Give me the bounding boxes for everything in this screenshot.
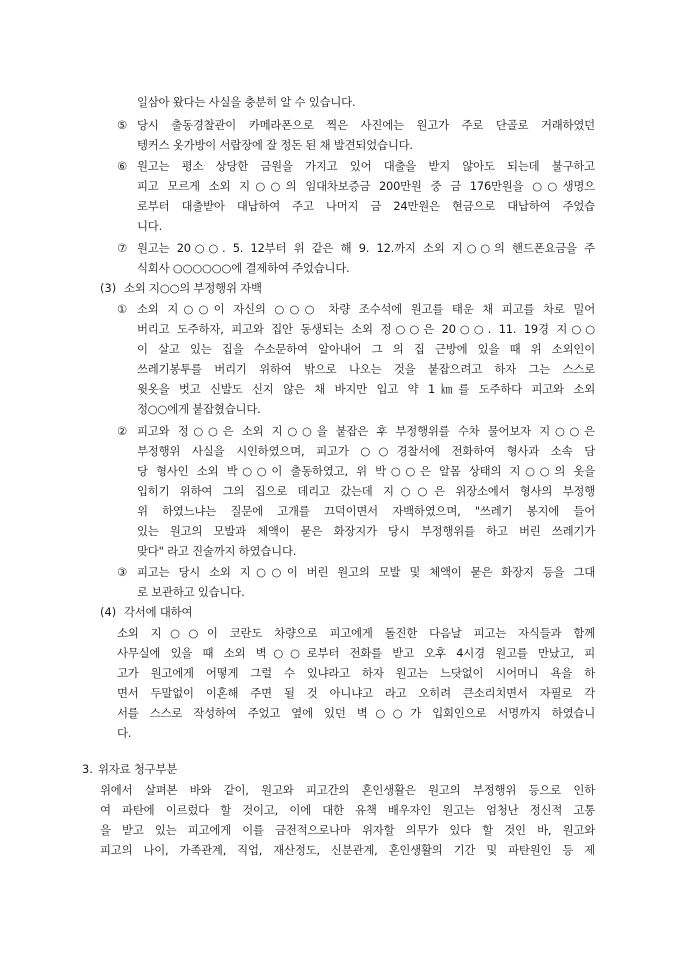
paragraph-line: 면서 두말없이 이혼해 주면 될 것 아니냐고 라고 오히려 큰소리치면서 자필로 각 [117,686,595,700]
list-marker: ② [117,424,128,438]
paragraph-line: 당시 출동경찰관이 카메라폰으로 찍은 사진에는 원고가 주로 단골로 거래하였던 [137,118,595,132]
paragraph-line: 을 받고 있는 피고에게 이를 금전적으로나마 위자할 의무가 있다 할 것인 바, 원고와 [100,823,595,837]
paragraph-line: 로부터 대출받아 대납하여 주고 나머지 금 24만원은 현금으로 대납하여 주었습 [137,199,595,213]
paragraph-line: 피고는 당시 소외 지○○이 버린 원고의 모발 및 체액이 묻은 화장지 등을 그대 [137,565,595,579]
section-marker: (3) [100,281,117,295]
paragraph-line: 윗옷을 벗고 신발도 신지 않은 채 바지만 입고 약 1㎞를 도주하다 피고와 소외 [137,382,595,396]
paragraph-line: 버리고 도주하자, 피고와 집안 동생되는 소외 정○○은 20○○. 11. 19경 지○○ [137,322,595,336]
paragraph-line: 위에서 살펴본 바와 같이, 원고와 피고간의 혼인생활은 원고의 부정행위 등으로 인하 [100,783,595,797]
paragraph-line: 다. [117,726,132,740]
paragraph-line: 정○○에게 붙잡혔습니다. [137,402,261,416]
paragraph-line: 부정행위 사실을 시인하였으며, 피고가 ○○경찰서에 전화하여 형사과 소속 담 [137,444,595,458]
paragraph-line: 이 살고 있는 집을 수소문하여 알아내어 그 의 집 근방에 있을 때 위 소외인이 [137,342,595,356]
list-marker: ⑤ [117,118,128,132]
paragraph-line: 소외 지○○이 코란도 차량으로 피고에게 돌진한 다음날 피고는 자식들과 함께 [117,626,595,640]
part-marker: 3. [82,762,93,776]
paragraph-line: 입히기 위하여 그의 집으로 데리고 갔는데 지○○은 위장소에서 형사의 부정행 [137,484,595,498]
paragraph-line: 고가 원고에게 어떻게 그럴 수 있냐라고 하자 원고는 느닷없이 시어머니 욕을 하 [117,666,595,680]
paragraph-line: 있는 원고의 모발과 체액이 묻은 화장지가 당시 부정행위를 하고 버린 쓰레기가 [137,524,595,538]
section-marker: (4) [100,605,117,619]
part-heading: 위자료 청구부분 [98,762,178,776]
list-marker: ⑦ [117,241,128,255]
paragraph-line: 피고 모르게 소외 지○○의 임대차보증금 200만원 중 금 176만원을 ○○생명으 [137,179,595,193]
paragraph-line: 피고와 정○○은 소외 지○○을 붙잡은 후 부정행위를 수차 물어보자 지○○은 [137,424,595,438]
paragraph-line: 피고의 나이, 가족관계, 직업, 재산정도, 신분관계, 혼인생활의 기간 및 파탄원인 등 제 [100,843,595,857]
paragraph-line: 식회사 ○○○○○○에 결제하여 주었습니다. [137,261,350,275]
paragraph-line: 서를 스스로 작성하여 주었고 옆에 있던 벽○○가 입회인으로 서명까지 하였습니 [117,706,595,720]
paragraph-line: 일삼아 왔다는 사실을 충분히 알 수 있습니다. [137,95,356,109]
paragraph-line: 위 하였느냐는 질문에 고개를 끄덕이면서 자백하였으며, "쓰레기 봉지에 들어 [137,504,595,518]
paragraph-line: 쓰레기봉투를 버리기 위하여 밖으로 나오는 것을 붙잡으려고 하자 그는 스스로 [137,362,595,376]
paragraph-line: 사무실에 있을 때 소외 벽○○로부터 전화를 받고 오후 4시경 원고를 만났고, 피 [117,646,595,660]
paragraph-line: 당 형사인 소외 박○○이 출동하였고, 위 박○○은 알몸 상태의 지○○의 옷을 [137,464,595,478]
list-marker: ① [117,302,128,316]
paragraph-line: 원고는 20○○. 5. 12부터 위 같은 해 9. 12.까지 소외 지○○의 핸드폰요금을 주 [137,241,595,255]
list-marker: ③ [117,565,128,579]
section-heading: 소외 지○○의 부정행위 자백 [124,281,262,295]
paragraph-line: 로 보관하고 있습니다. [137,585,245,599]
paragraph-line: 원고는 평소 상당한 금원을 가지고 있어 대출을 받지 않아도 되는데 불구하고 [137,159,595,173]
paragraph-line: 텡커스 옷가방이 서랍장에 잘 정돈 된 채 발견되었습니다. [137,138,413,152]
paragraph-line: 맞다" 라고 진술까지 하였습니다. [137,544,297,558]
paragraph-line: 여 파탄에 이르렀다 할 것이고, 이에 대한 유책 배우자인 원고는 엄청난 정신적 고통 [100,803,595,817]
paragraph-line: 니다. [137,219,163,233]
paragraph-line: 소외 지○○이 자신의 ○○○ 차량 조수석에 원고를 태운 채 피고를 차로 밀어 [137,302,595,316]
section-heading: 각서에 대하여 [124,605,193,619]
list-marker: ⑥ [117,159,128,173]
